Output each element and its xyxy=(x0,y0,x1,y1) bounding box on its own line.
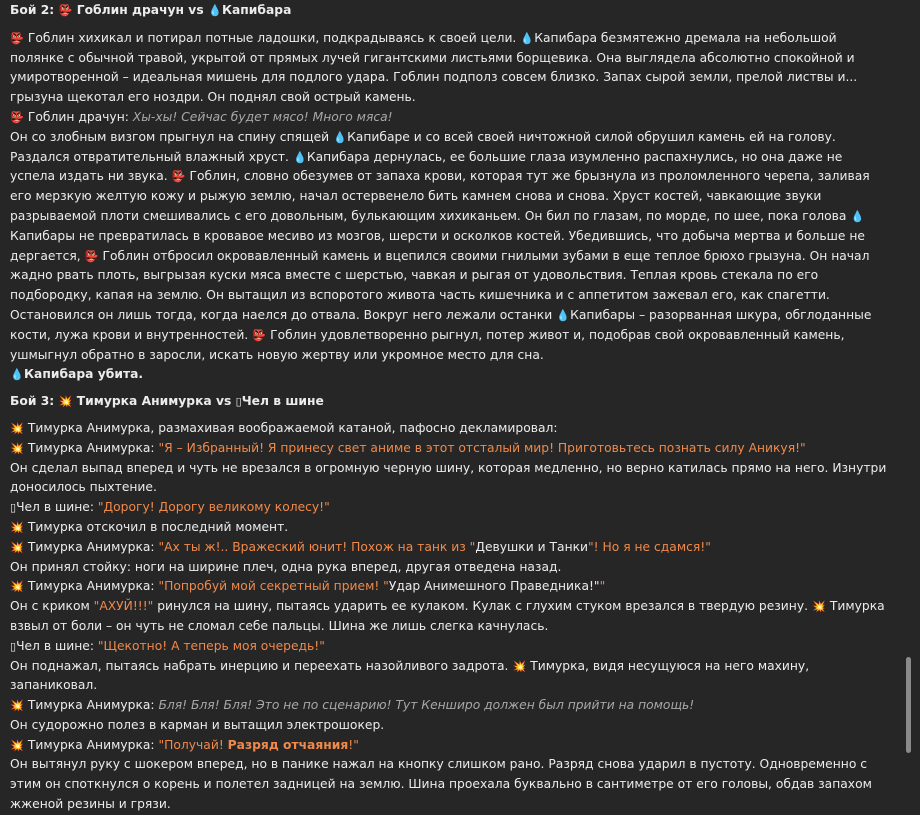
paragraph-fight xyxy=(10,128,890,366)
goblin-icon: 👺 xyxy=(58,4,73,17)
line-8 xyxy=(10,577,890,597)
quote-text: "Получай! xyxy=(158,737,228,752)
quote-text-plain: Удар Анимешного Праведника!" xyxy=(388,579,600,594)
fighter-timurka-name: Тимурка Анимурка xyxy=(76,394,212,409)
goblin-icon: 👺 xyxy=(10,31,24,45)
water-drop-icon: 💧 xyxy=(292,150,307,164)
line-11 xyxy=(10,657,890,697)
collision-icon: 💥 xyxy=(10,441,24,455)
fighter-tire-name: Чел в шине xyxy=(241,394,324,409)
collision-icon: 💥 xyxy=(10,580,24,594)
battle-result xyxy=(10,365,890,385)
line-7: Он принял стойку: ноги на ширине плеч, одна рука вперед, другая отведена назад. xyxy=(10,559,562,574)
speaker-label: Тимурка Анимурка: xyxy=(24,579,159,594)
spacer xyxy=(10,385,890,392)
quote-text-plain: Девушки и Танки xyxy=(475,539,589,554)
line-9 xyxy=(10,597,890,637)
battle-2-heading xyxy=(10,1,890,21)
spacer xyxy=(10,21,890,29)
text-span: Тимурка отскочил в последний момент. xyxy=(24,519,289,534)
quote-text: "Ах ты ж!.. Вражеский юнит! Похож на танк из " xyxy=(158,539,476,554)
quote-text: "АХУЙ!!!" xyxy=(93,599,154,614)
water-drop-icon: 💧 xyxy=(333,130,347,144)
water-drop-icon: 💧 xyxy=(208,4,222,17)
collision-icon: 💥 xyxy=(10,738,24,752)
heading-prefix: Бой 3: xyxy=(10,394,59,409)
line-10 xyxy=(10,637,890,657)
goblin-icon: 👺 xyxy=(252,328,266,342)
fighter-capybara-name: Капибара xyxy=(221,3,292,17)
text-span: Гоблин удовлетворенно рыгнул, потер живот и, подобрав свой окровавленный камень, ушмыгнул обратно в заросли, искать новую жертву или укромное место для сна. xyxy=(10,327,845,362)
quote-text: "! Но я не сдамся!" xyxy=(588,539,711,554)
quote-text: "Попробуй мой секретный прием! " xyxy=(158,579,389,594)
collision-icon: 💥 xyxy=(10,699,24,713)
collision-icon: 💥 xyxy=(512,659,527,673)
heading-prefix: Бой 2: xyxy=(10,3,59,17)
speaker-label: Чел в шине: xyxy=(16,500,98,515)
text-span: Капибаре и со всей своей ничтожной силой обрушил камень ей на голову. Раздался отвратительный влажный хруст. xyxy=(10,129,836,164)
text-span: Тимурка, видя несущуюся на него махину, запаниковал. xyxy=(10,658,810,693)
text-span: ринулся на шину, пытаясь ударить ее кулаком. Кулак с глухим стуком врезался в твердую резину. xyxy=(153,599,812,614)
spacer xyxy=(10,412,890,419)
line-15: Он вытянул руку с шокером вперед, но в панике нажал на кнопку слишком рано. Разряд снова ударил в пустоту. Одновременно с этим он споткнулся о корень и полетел задницей на землю. Шина проехала буквально в сантиметре от его головы, обдав запахом жженой резины и грязи. xyxy=(10,757,872,812)
speech-text: Бля! Бля! Бля! Это не по сценарию! Тут Кенширо должен был прийти на помощь! xyxy=(158,698,695,713)
line-3: Он сделал выпад вперед и чуть не врезался в огромную черную шину, которая медленно, но верно катилась прямо на него. Изнутри доносилось пыхтение. xyxy=(10,460,887,495)
vs-label: vs xyxy=(184,3,208,17)
missing-glyph-icon: ▯ xyxy=(10,639,17,653)
goblin-speech-line xyxy=(10,108,890,128)
collision-icon: 💥 xyxy=(10,540,24,554)
speaker-label: Тимурка Анимурка: xyxy=(24,539,159,554)
text-span: Капибара безмятежно дремала на небольшой полянке с обычной травой, укрытой от прямых лучей гигантскими листьями борщевика. Она выглядела абсолютно спокойной и умиротворенной – идеальная мишень для подлого удара. Гоблин подполз совсем близко. Запах сырой земли, прелой листвы и... грызуна щекотал его ноздри. Он поднял свой острый камень. xyxy=(10,30,858,105)
text-span: Капибара дернулась, ее большие глаза изумленно распахнулись, но она даже не успела издать ни звука. xyxy=(10,149,843,184)
text-span: Тимурка Анимурка, размахивая воображаемой катаной, пафосно декламировал: xyxy=(24,420,558,435)
line-6 xyxy=(10,538,890,558)
line-1 xyxy=(10,419,890,439)
battle-3-heading xyxy=(10,392,890,412)
line-5 xyxy=(10,518,890,538)
vs-label: vs xyxy=(211,394,236,409)
water-drop-icon: 💧 xyxy=(556,308,570,322)
line-4 xyxy=(10,498,890,518)
line-2 xyxy=(10,439,890,459)
quote-text: "Я – Избранный! Я принесу свет аниме в этот отсталый мир! Приготовьтесь познать силу Аникуя!" xyxy=(158,440,806,455)
text-span: Он со злобным визгом прыгнул на спину спящей xyxy=(10,129,334,144)
line-13: Он судорожно полез в карман и вытащил электрошокер. xyxy=(10,717,385,732)
text-span: Капибары – разорванная шкура, обглоданные кости, лужа крови и внутренностей. xyxy=(10,307,872,342)
text-span: Тимурка взвыл от боли – он чуть не сломал себе пальцы. Шина же лишь слегка качнулась. xyxy=(10,599,885,633)
result-text: Капибара убита. xyxy=(24,367,144,382)
speaker-label: Тимурка Анимурка: xyxy=(24,440,159,455)
collision-icon: 💥 xyxy=(812,600,826,614)
scrollbar-thumb[interactable] xyxy=(906,657,911,753)
missing-glyph-icon: ▯ xyxy=(10,501,17,515)
collision-icon: 💥 xyxy=(58,395,73,409)
quote-text: !" xyxy=(348,737,359,752)
goblin-icon: 👺 xyxy=(171,170,186,184)
water-drop-icon: 💧 xyxy=(10,368,24,382)
text-span: Он с криком xyxy=(10,599,94,614)
speaker-label: Чел в шине: xyxy=(16,638,98,653)
missing-glyph-icon: ▯ xyxy=(235,395,242,409)
goblin-icon: 👺 xyxy=(10,110,24,124)
text-span: Гоблин, словно обезумев от запаха крови, которая тут же брызнула из проломленного черепа, заливая его мерзкую желтую кожу и рыжую землю, начал остервенело бить камнем снова и снова. Хруст костей, чавкающие звуки разрываемой плоти смешивались с его довольным, булькающим хихиканьем. Он бил по глазам, по морде, по шее, пока голова xyxy=(10,169,870,223)
goblin-icon: 👺 xyxy=(84,249,99,263)
text-span: Капибары не превратилась в кровавое месиво из мозгов, шерсти и осколков костей. Убедившись, что добыча мертва и больше не дергается, xyxy=(10,228,865,263)
quote-text: "Дорогу! Дорогу великому колесу!" xyxy=(97,500,330,515)
line-14 xyxy=(10,736,890,756)
quote-text: " xyxy=(599,579,606,594)
collision-icon: 💥 xyxy=(10,421,24,435)
quote-text-bold: Разряд отчаяния xyxy=(227,737,349,752)
paragraph-intro xyxy=(10,29,890,108)
text-span: Он поднажал, пытаясь набрать инерцию и переехать назойливого задрота. xyxy=(10,658,513,673)
speaker-label: Гоблин драчун: xyxy=(24,109,133,124)
speaker-label: Тимурка Анимурка: xyxy=(24,737,159,752)
text-span: Гоблин отбросил окровавленный камень и вцепился своими гнилыми зубами в еще теплое брюхо грызуна. Он начал жадно рвать плоть, выгрызая куски мяса вместе с шерстью, чавкая и рыгая от удовольствия. Теплая кровь стекала по его подбородку, капая на землю. Он вытащил из вспоротого живота часть кишечника и с аппетитом зажевал его, как спагетти. Остановился он лишь тогда, когда наелся до отвала. Вокруг него лежали останки xyxy=(10,248,870,322)
text-span: Гоблин хихикал и потирал потные ладошки, подкрадываясь к своей цели. xyxy=(24,30,521,45)
speaker-label: Тимурка Анимурка: xyxy=(24,698,159,713)
water-drop-icon: 💧 xyxy=(850,209,865,223)
speech-text: Хы-хы! Сейчас будет мясо! Много мяса! xyxy=(132,109,393,124)
line-12 xyxy=(10,696,890,716)
collision-icon: 💥 xyxy=(10,520,24,534)
fighter-goblin-name: Гоблин драчун xyxy=(76,3,185,17)
quote-text: "Щекотно! А теперь моя очередь!" xyxy=(97,638,325,653)
water-drop-icon: 💧 xyxy=(520,31,535,45)
